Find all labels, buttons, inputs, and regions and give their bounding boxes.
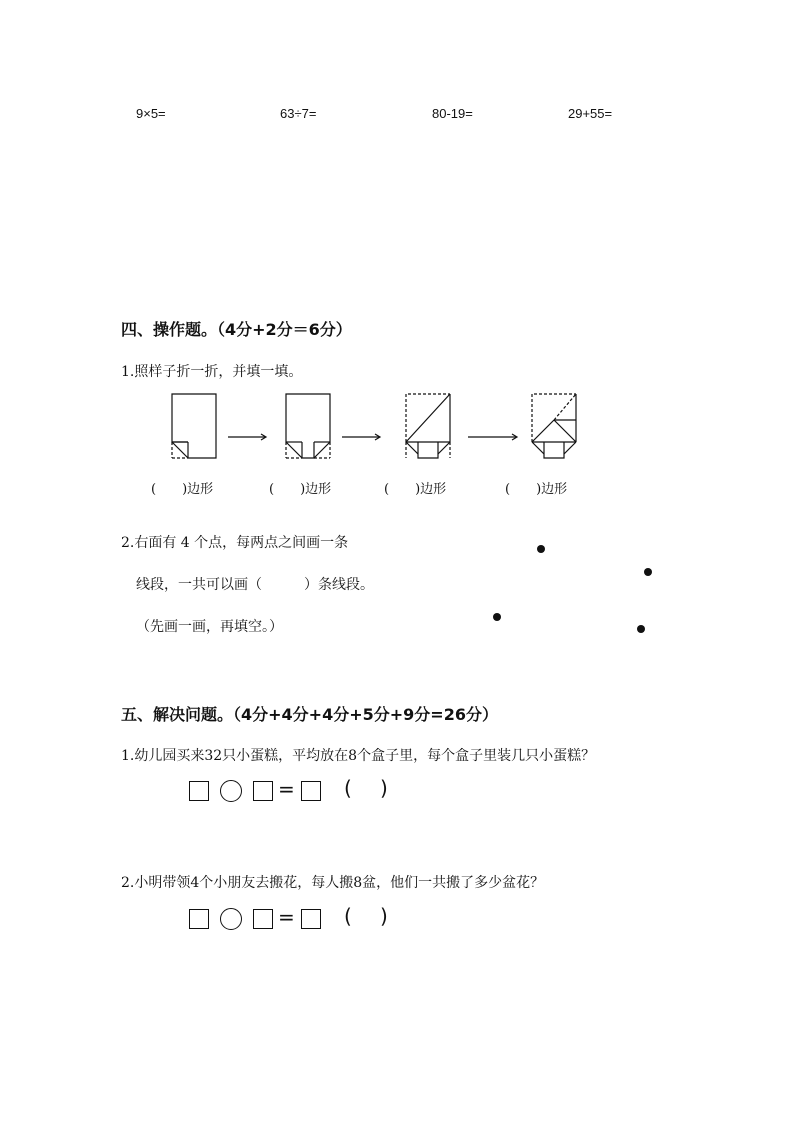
fold-step-4-icon bbox=[532, 394, 576, 458]
calc-item-4: 29+55= bbox=[568, 106, 613, 121]
calc-item-1: 9×5= bbox=[136, 106, 166, 121]
unit-paren-close: ) bbox=[380, 776, 388, 800]
folding-diagram bbox=[170, 390, 610, 462]
section-4-q2-line2: 线段，一共可以画（ ）条线段。 bbox=[136, 577, 374, 593]
answer-box[interactable] bbox=[301, 909, 321, 929]
polygon-blank-2[interactable]: ( )边形 bbox=[269, 482, 332, 497]
equals-sign: = bbox=[278, 905, 295, 929]
operator-circle[interactable] bbox=[220, 780, 242, 802]
polygon-blank-3[interactable]: ( )边形 bbox=[384, 482, 447, 497]
section-4-title: 四、操作题。（4分+2分＝6分） bbox=[121, 320, 352, 339]
answer-box[interactable] bbox=[189, 781, 209, 801]
unit-paren-open: ( bbox=[344, 904, 352, 928]
answer-box[interactable] bbox=[189, 909, 209, 929]
calc-item-3: 80-19= bbox=[432, 106, 473, 121]
polygon-blank-4[interactable]: ( )边形 bbox=[505, 482, 568, 497]
answer-box[interactable] bbox=[301, 781, 321, 801]
operator-circle[interactable] bbox=[220, 908, 242, 930]
section-4-q2-line3: （先画一画，再填空。） bbox=[136, 619, 283, 635]
fold-step-3-icon bbox=[406, 394, 450, 458]
point-2 bbox=[644, 568, 652, 576]
section-5-title: 五、解决问题。（4分+4分+4分+5分+9分=26分） bbox=[121, 705, 498, 724]
point-1 bbox=[537, 545, 545, 553]
section-5-q2-text: 2.小明带领4个小朋友去搬花，每人搬8盆，他们一共搬了多少盆花？ bbox=[121, 875, 545, 891]
section-5-q1-text: 1.幼儿园买来32只小蛋糕，平均放在8个盒子里，每个盒子里装几只小蛋糕？ bbox=[121, 748, 596, 764]
point-3 bbox=[493, 613, 501, 621]
section-4-q2-line1: 2.右面有 4 个点，每两点之间画一条 bbox=[121, 535, 349, 551]
calc-item-2: 63÷7= bbox=[280, 106, 317, 121]
equals-sign: = bbox=[278, 777, 295, 801]
fold-step-2-icon bbox=[286, 394, 330, 458]
unit-paren-open: ( bbox=[344, 776, 352, 800]
answer-box[interactable] bbox=[253, 909, 273, 929]
point-4 bbox=[637, 625, 645, 633]
fold-step-1-icon bbox=[172, 394, 216, 458]
answer-box[interactable] bbox=[253, 781, 273, 801]
polygon-blank-1[interactable]: ( )边形 bbox=[151, 482, 214, 497]
unit-paren-close: ) bbox=[380, 904, 388, 928]
section-4-q1-text: 1.照样子折一折，并填一填。 bbox=[121, 364, 303, 380]
